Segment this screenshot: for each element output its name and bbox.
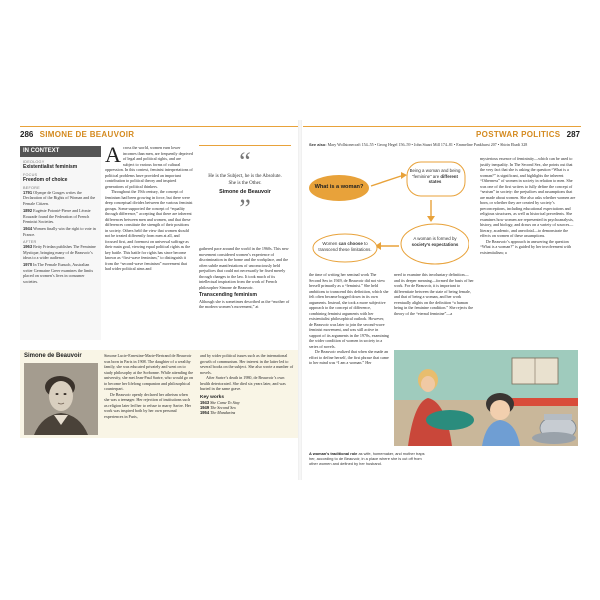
right-folio <box>476 130 580 139</box>
arrow-head <box>427 216 435 222</box>
biography-box <box>20 350 298 438</box>
third-column <box>199 246 291 344</box>
after-label: AFTER <box>23 240 37 245</box>
see-also-text: Mary Wollstonecraft 154–55 • Georg Hegel 156–59 • John Stuart Mill 174–81 • Emmeline Pankhurst 207 • Shirin Ebadi 328 <box>327 142 528 147</box>
caption-heading: A woman’s traditional role <box>309 451 358 456</box>
intro-paragraph-2: Throughout the 19th century, the concept of feminism had been growing in force, but there were deep conceptual divides between the various feminist groups. Some supported the concept of “equality through difference,” accepting that there are inherent differences between men and women, and that these differences constitute the strength of their positions in society. Others held the view that women should not be treated differently from men at all, and focused first, and foremost on universal suffrage as their main goal, viewing equal political rights as the key battle. This battle for rights has since become known as “first-wave feminism,” to distinguish it from the “second-wave feminism” movement that had wider political aims and <box>105 189 193 271</box>
after-item: 1970 In The Female Eunuch, Australian writer Germaine Greer examines the limits placed on women’s lives in consumer societies. <box>23 262 94 284</box>
left-running-head: SIMONE DE BEAUVOIR <box>39 130 135 139</box>
right-column-text: mysterious essence of femininity—which can be used to justify inequality. In The Second Sex, she points out that the very fact that she is asking the question “What is a woman?” is significant, and highlights the inherent “Otherness” of women in society in relation to men. She was one of the first writers to fully define the concept of “sexism” in society: the prejudices and assumptions that are made about women. She also asks whether women are born, or whether they are created by society’s preconceptions, including educational expectations and religious structures, as well as historical precedents. She examines how women are represented in psychoanalysis, history, and biology, and draws on a variety of sources—literary, academic, and anecdotal—to demonstrate the effects on women of these assumptions. De Beauvoir’s approach in answering the question “What is a woman?” is guided by her involvement with existentialism; a <box>480 156 576 255</box>
expectations-text: A woman is formed by society’s expectations <box>411 236 459 247</box>
left-folio <box>20 130 134 139</box>
left-page-number: 286 <box>20 130 34 139</box>
quote-text: He is the Subject, he is the Absolute. She is the Other. <box>208 174 282 186</box>
simone-de-beauvoir-portrait <box>24 363 98 435</box>
arrow-head <box>401 172 407 179</box>
retro-kitchen-illustration <box>394 350 578 446</box>
biography-title: Simone de Beauvoir <box>24 353 82 359</box>
question-label: What is a woman? <box>314 184 364 190</box>
key-work-item: 1943 She Came To Stay <box>200 400 240 405</box>
key-work-item: 1954 The Mandarins <box>200 410 236 416</box>
ideology-label: IDEOLOGY <box>23 160 45 164</box>
key-works-heading: Key works <box>200 394 224 400</box>
right-header-rule <box>303 126 581 127</box>
biography-column-2: and by wider political issues such as the international growth of communism. Her interest in the latter led to several books on the subject. She also wrote a number of novels. After Sartre’s death in 1980, de Beauvoir’s own health deteriorated. She died six years later, and was buried in the same grave. Key works 1943 She Came To Stay 1949 The Second Sex 1954 The Mandarins <box>200 353 294 416</box>
drop-cap: A <box>105 145 121 167</box>
left-header-rule <box>20 126 298 127</box>
third-column-paragraph-2: Although she is sometimes described as the “mother of the modern women’s movement,” at <box>199 298 290 309</box>
in-context-heading: IN CONTEXT <box>20 146 101 157</box>
quote-author: Simone de Beauvoir <box>219 189 271 195</box>
after-item: 1963 Betty Friedan publishes The Feminine Mystique, bringing many of de Beauvoir’s ideas to a wider audience. <box>23 244 96 261</box>
open-quote-icon: “ <box>239 147 251 176</box>
before-item: 1892 Eugénie Potonié-Pierre and Léonie Rouzade found the Federation of French Feminist Societies. <box>23 208 91 225</box>
section-subhead: Transcending feminism <box>199 292 257 298</box>
different-states-text: Being a woman and being “feminine” are different states <box>409 168 461 185</box>
right-lower-column-b: need to examine this involuntary definition—and its deeper meaning—formed the basis of her work. For de Beauvoir, it is important to differentiate between the state of being female, and that of being a woman, and her work eventually alights on the definition “a human being in the feminine condition.” She rejects the theory of the “eternal feminine”—a <box>394 272 474 316</box>
before-item: 1944 Women finally win the right to vote in France. <box>23 226 96 237</box>
before-item: 1791 Olympe de Gouges writes the Declaration of the Rights of Woman and the Female Citizen. <box>23 190 96 206</box>
in-context-box <box>20 146 101 340</box>
focus-label: FOCUS <box>23 173 38 177</box>
ideology-value: Existentialist feminism <box>23 164 78 170</box>
caption-text: as wife, homemaker, and mother traps her, according to de Beauvoir, in a place where she is cut off from other women and defined by her husband. <box>309 451 425 466</box>
see-also-line <box>309 142 577 147</box>
key-work-item: 1949 The Second Sex <box>200 405 236 411</box>
close-quote-icon: ” <box>239 194 251 223</box>
intro-paragraph-1: cross the world, women earn lower incomes than men, are frequently deprived of legal and political rights, and are subject to various forms of cultural oppression. In this context, feminist interpretations of political problems have provided an important contribution to political theory and inspired generations of political thinkers. <box>105 145 193 189</box>
see-also-label: See also: <box>309 142 327 147</box>
book-gutter <box>298 120 302 480</box>
illustration-caption <box>309 451 429 466</box>
third-column-paragraph-1: gathered pace around the world in the 1960s. This new movement considered women’s experience of discrimination in the home and the workplace, and the often subtle manifestations of unconsciously held prejudices that could not necessarily be fixed merely through changes to the law. It took much of its intellectual inspiration from the work of French philosopher Simone de Beauvoir. <box>199 246 289 290</box>
pull-quote <box>199 145 291 244</box>
focus-value: Freedom of choice <box>23 177 68 183</box>
biography-column-1: Simone Lucie-Ernestine-Marie-Bertrand de Beauvoir was born in Paris in 1908. The daughter of a wealthy family, she was educated privately and went on to study philosophy at the Sorbonne. While attending the university, she met Jean-Paul Sartre, who would go on to become her lifelong companion and philosophical counterpart. De Beauvoir openly declared her atheism when she was a teenager. Her rejection of institutions such as religion later led her to refuse to marry Sartre. Her work was inspired both by her own personal experiences in Paris, <box>104 353 194 419</box>
choose-text: Women can choose to transcend these limitations. <box>318 241 372 252</box>
intro-column <box>105 145 193 345</box>
arrow-to-different-states <box>371 176 401 186</box>
right-page-number: 287 <box>566 130 580 139</box>
right-running-head: POSTWAR POLITICS <box>476 130 561 139</box>
right-lower-column-a: the time of writing her seminal work The Second Sex in 1949, de Beauvoir did not view herself primarily as a “feminist.” She held ambitions to transcend this definition, which she felt often became bogged down in its own arguments. Instead, she took a more subjective approach to the concept of difference, combining feminist arguments with her existentialist philosophical outlook. However, de Beauvoir was later to join the second-wave feminist movement, and was still active in support of its arguments in the 1970s, examining the wider condition of women in society in a series of novels. De Beauvoir realized that when she made an effort to define herself, the first phrase that came to her mind was “I am a woman.” Her <box>309 272 389 365</box>
before-label: BEFORE <box>23 186 40 190</box>
